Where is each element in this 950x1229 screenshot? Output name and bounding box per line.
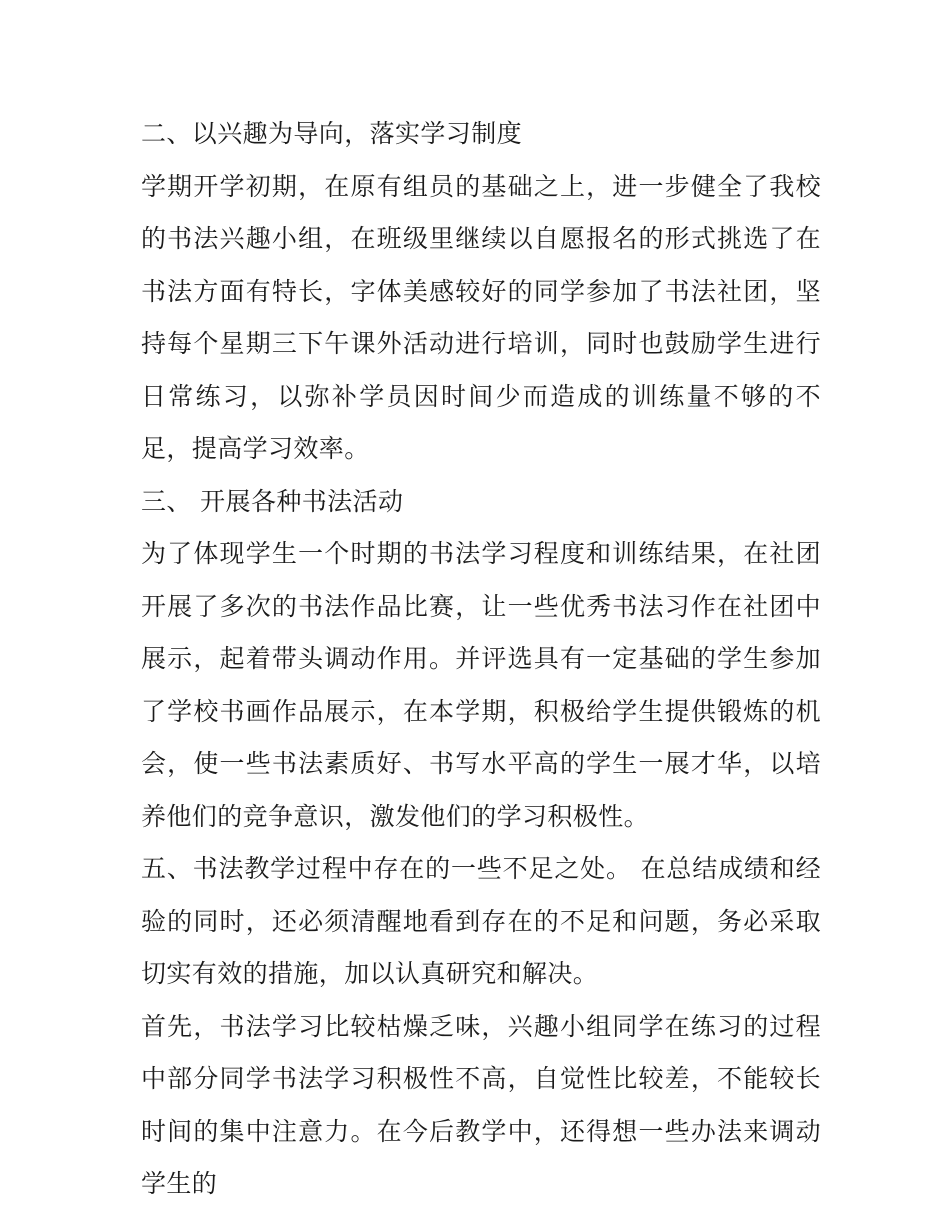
paragraph-study-system: 学期开学初期，在原有组员的基础之上，进一步健全了我校的书法兴趣小组，在班级里继续以自愿报名的形式挑选了在书法方面有特长，字体美感较好的同学参加了书法社团，坚持每个星期三下午课外活动进行培训，同时也鼓励学生进行日常练习，以弥补学员因时间少而造成的训练量不够的不足，提高学习效率。 bbox=[141, 171, 821, 463]
section-heading-three: 三、 开展各种书法活动 bbox=[141, 486, 404, 516]
paragraph-activities: 为了体现学生一个时期的书法学习程度和训练结果，在社团开展了多次的书法作品比赛，让一些优秀书法习作在社团中展示，起着带头调动作用。并评选具有一定基础的学生参加了学校书画作品展示，在本学期，积极给学生提供锻炼的机会，使一些书法素质好、书写水平高的学生一展才华，以培养他们的竞争意识，激发他们的学习积极性。 bbox=[141, 539, 821, 831]
document-body bbox=[141, 108, 821, 1211]
section-heading-two: 二、以兴趣为导向，落实学习制度 bbox=[141, 119, 523, 148]
paragraph-first-issue: 首先，书法学习比较枯燥乏味，兴趣小组同学在练习的过程中部分同学书法学习积极性不高，自觉性比较差，不能较长时间的集中注意力。在今后教学中，还得想一些办法来调动学生的 bbox=[141, 1011, 821, 1198]
paragraph-shortcomings: 五、书法教学过程中存在的一些不足之处。 在总结成绩和经验的同时，还必须清醒地看到存在的不足和问题，务必采取切实有效的措施，加以认真研究和解决。 bbox=[141, 854, 821, 988]
